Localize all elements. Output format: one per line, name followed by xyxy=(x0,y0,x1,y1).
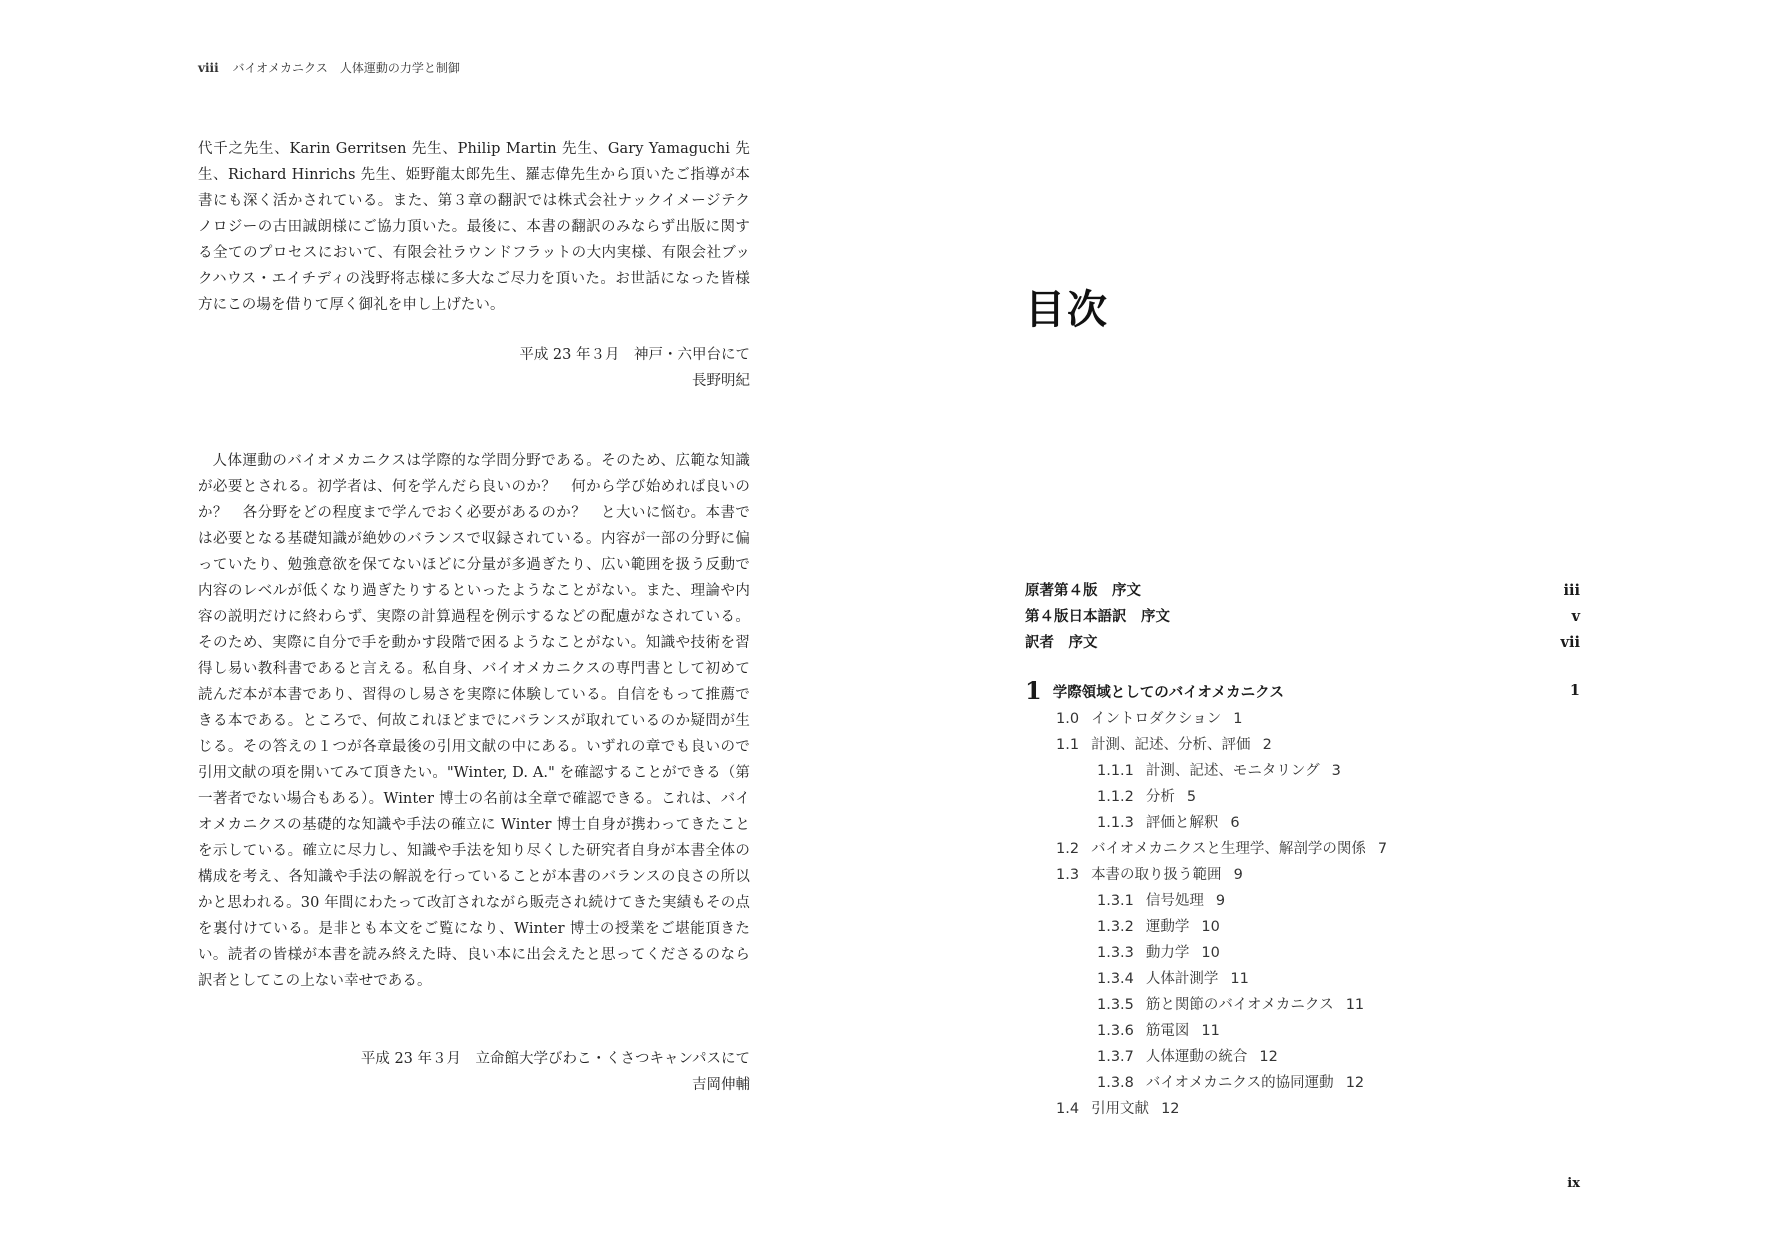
paragraph-text: 代千之先生、Karin Gerritsen 先生、Philip Martin 先生、Gary Yamaguchi 先生、Richard Hinrichs 先生、姫野龍太郎先生、羅志偉先生から頂いたご指導が本書にも深く活かされている。また、第３章の翻訳では株式会社ナックイメージテクノロジーの古田誠朗様にご協力頂いた。最後に、本書の翻訳のみならず出版に関する全てのプロセスにおいて、有限会社ラウンドフラットの大内実様、有限会社ブックハウス・エイチディの浅野将志様に多大なご尽力を頂いた。お世話になった皆様方にこの場を借りて厚く御礼を申し上げたい。 xyxy=(198,141,750,313)
signature-name: 長野明紀 xyxy=(692,373,750,389)
section-number: 1.3.8 xyxy=(1097,1075,1134,1091)
section-number: 1.1.3 xyxy=(1097,815,1134,831)
section-title: バイオメカニクスと生理学、解剖学の関係 xyxy=(1091,841,1366,857)
toc-item-page: iii xyxy=(1563,582,1580,599)
toc-section-item[interactable] xyxy=(1025,836,1580,862)
section-title: 筋電図 xyxy=(1145,1023,1190,1039)
toc-section-item[interactable] xyxy=(1025,1096,1580,1122)
left-page xyxy=(0,0,880,1236)
toc-front-matter-item[interactable] xyxy=(1025,604,1580,630)
section-title: イントロダクション xyxy=(1091,711,1222,727)
signature-date-place: 平成 23 年３月 神戸・六甲台にて xyxy=(519,347,750,363)
section-page: 12 xyxy=(1259,1049,1278,1065)
toc-section-item[interactable] xyxy=(1025,914,1580,940)
toc-section-item[interactable] xyxy=(1025,1018,1580,1044)
toc-title: 目次 xyxy=(1025,287,1109,333)
section-title: 運動学 xyxy=(1145,919,1190,935)
section-number: 1.3.6 xyxy=(1097,1023,1134,1039)
chapter-title: 学際領域としてのバイオメカニクス xyxy=(1052,685,1285,701)
section-title: 人体計測学 xyxy=(1145,971,1219,987)
section-number: 1.3.3 xyxy=(1097,945,1134,961)
section-page: 7 xyxy=(1377,841,1388,857)
left-page-number: viii xyxy=(198,61,219,75)
section-title: バイオメカニクス的協同運動 xyxy=(1145,1075,1334,1091)
section-page: 10 xyxy=(1201,945,1220,961)
section-title: 計測、記述、分析、評価 xyxy=(1091,737,1251,753)
toc-section-item[interactable] xyxy=(1025,758,1580,784)
toc-item-page: 1 xyxy=(1569,682,1580,699)
section-number: 1.0 xyxy=(1056,711,1080,727)
translator-signature-2 xyxy=(361,1046,750,1098)
section-title: 引用文献 xyxy=(1091,1101,1150,1117)
section-number: 1.3 xyxy=(1056,867,1080,883)
toc-item-label: 訳者 序文 xyxy=(1025,635,1098,651)
toc-section-item[interactable] xyxy=(1025,966,1580,992)
toc-section-item[interactable] xyxy=(1025,940,1580,966)
running-header xyxy=(198,59,460,76)
toc-section-item[interactable] xyxy=(1025,888,1580,914)
section-number: 1.1.1 xyxy=(1097,763,1134,779)
toc-section-item[interactable] xyxy=(1025,732,1580,758)
toc-section-item[interactable] xyxy=(1025,1070,1580,1096)
toc-item-label: 原著第４版 序文 xyxy=(1025,583,1141,599)
toc-section-list xyxy=(1025,706,1580,1122)
section-number: 1.1 xyxy=(1056,737,1080,753)
section-page: 11 xyxy=(1345,997,1365,1013)
toc-item-label: 第４版日本語訳 序文 xyxy=(1025,609,1170,625)
section-page: 2 xyxy=(1262,737,1272,753)
section-title: 動力学 xyxy=(1145,945,1190,961)
toc-front-matter-item[interactable] xyxy=(1025,630,1580,656)
section-title: 評価と解釈 xyxy=(1145,815,1219,831)
section-title: 人体運動の統合 xyxy=(1145,1049,1248,1065)
chapter-number: 1 xyxy=(1025,676,1042,705)
toc-item-page: v xyxy=(1571,608,1580,625)
translator-signature-1 xyxy=(519,342,750,394)
section-page: 12 xyxy=(1161,1101,1180,1117)
section-title: 分析 xyxy=(1145,789,1175,805)
acknowledgment-paragraph xyxy=(198,136,750,318)
toc-item-page: vii xyxy=(1560,634,1580,651)
section-page: 9 xyxy=(1233,867,1243,883)
toc-section-item[interactable] xyxy=(1025,862,1580,888)
section-number: 1.3.2 xyxy=(1097,919,1134,935)
recommendation-paragraph xyxy=(198,448,750,994)
section-number: 1.1.2 xyxy=(1097,789,1134,805)
signature-name: 吉岡伸輔 xyxy=(692,1077,750,1093)
toc-section-item[interactable] xyxy=(1025,810,1580,836)
section-page: 11 xyxy=(1201,1023,1220,1039)
section-number: 1.3.7 xyxy=(1097,1049,1134,1065)
section-page: 9 xyxy=(1215,893,1226,909)
section-page: 6 xyxy=(1230,815,1240,831)
section-page: 1 xyxy=(1233,711,1243,727)
section-page: 3 xyxy=(1331,763,1341,779)
running-header-title: バイオメカニクス 人体運動の力学と制御 xyxy=(232,61,460,75)
section-page: 12 xyxy=(1345,1075,1365,1091)
toc-section-item[interactable] xyxy=(1025,706,1580,732)
toc-section-item[interactable] xyxy=(1025,784,1580,810)
section-number: 1.2 xyxy=(1056,841,1080,857)
section-number: 1.3.5 xyxy=(1097,997,1134,1013)
toc-section-item[interactable] xyxy=(1025,992,1580,1018)
section-title: 計測、記述、モニタリング xyxy=(1145,763,1320,779)
section-page: 11 xyxy=(1230,971,1249,987)
section-title: 本書の取り扱う範囲 xyxy=(1091,867,1222,883)
toc-section-item[interactable] xyxy=(1025,1044,1580,1070)
table-of-contents xyxy=(1025,578,1580,1122)
toc-chapter-1[interactable] xyxy=(1025,676,1580,706)
section-number: 1.3.1 xyxy=(1097,893,1134,909)
signature-date-place: 平成 23 年３月 立命館大学びわこ・くさつキャンパスにて xyxy=(360,1051,750,1067)
section-number: 1.3.4 xyxy=(1097,971,1134,987)
section-page: 5 xyxy=(1186,789,1197,805)
section-title: 筋と関節のバイオメカニクス xyxy=(1145,997,1334,1013)
toc-front-matter-item[interactable] xyxy=(1025,578,1580,604)
section-page: 10 xyxy=(1201,919,1220,935)
section-title: 信号処理 xyxy=(1145,893,1204,909)
right-page-number: ix xyxy=(1567,1176,1580,1191)
right-page xyxy=(880,0,1767,1236)
section-number: 1.4 xyxy=(1056,1101,1080,1117)
paragraph-text: 人体運動のバイオメカニクスは学際的な学問分野である。そのため、広範な知識が必要とされる。初学者は、何を学んだら良いのか？ 何から学び始めれば良いのか？ 各分野をどの程度まで学んでおく必要があるのか？ と大いに悩む。本書では必要となる基礎知識が絶妙のバランスで収録されている。内容が一部の分野に偏っていたり、勉強意欲を保てないほどに分量が多過ぎたり、広い範囲を扱う反動で内容のレベルが低くなり過ぎたりするといったようなことがない。また、理論や内容の説明だけに終わらず、実際の計算過程を例示するなどの配慮がなされている。そのため、実際に自分で手を動かす段階で困るようなことがない。知識や技術を習得し易い教科書であると言える。私自身、バイオメカニクスの専門書として初めて読んだ本が本書であり、習得のし易さを実際に体験している。自信をもって推薦できる本である。ところで、何故これほどまでにバランスが取れているのか疑問が生じる。その答えの１つが各章最後の引用文献の中にある。いずれの章でも良いので引用文献の項を開いてみて頂きたい。"Winter, D. A." を確認することができる（第一著者でない場合もある）。Winter 博士の名前は全章で確認できる。これは、バイオメカニクスの基礎的な知識や手法の確立に Winter 博士自身が携わってきたことを示している。確立に尽力し、知識や手法を知り尽くした研究者自身が本書全体の構成を考え、各知識や手法の解説を行っていることが本書のバランスの良さの所以かと思われる。30 年間にわたって改訂されながら販売され続けてきた実績もその点を裏付けている。是非とも本文をご覧になり、Winter 博士の授業をご堪能頂きたい。読者の皆様が本書を読み終えた時、良い本に出会えたと思ってくださるのなら訳者としてこの上ない幸せである。 xyxy=(198,453,750,989)
